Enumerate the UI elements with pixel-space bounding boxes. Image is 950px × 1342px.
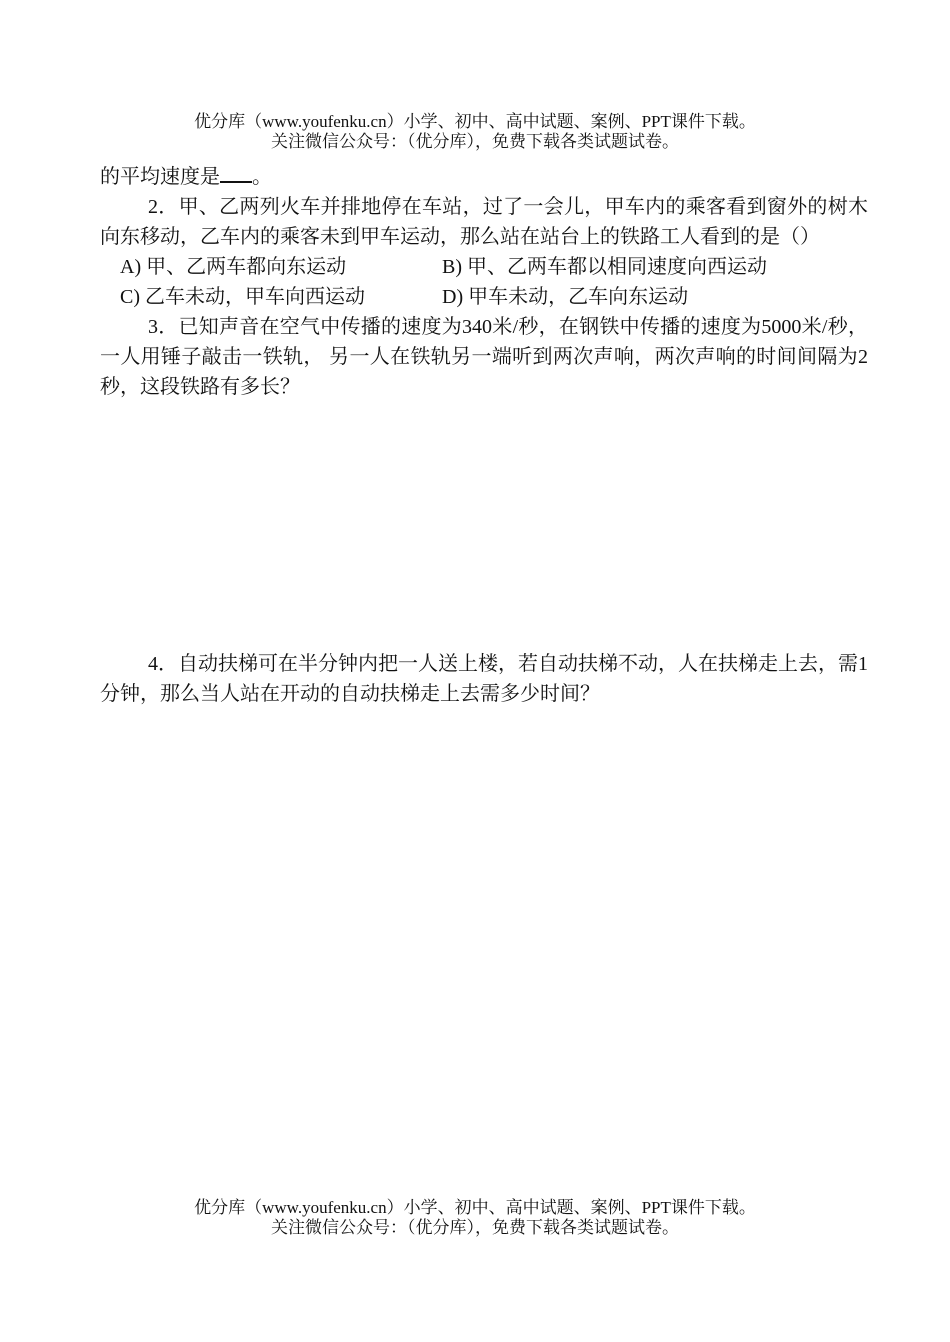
footer-line-1: 优分库（www.youfenku.cn）小学、初中、高中试题、案例、PPT课件下载。 bbox=[194, 1198, 756, 1217]
question-1-tail-end: 。 bbox=[252, 166, 272, 188]
option-row-2 bbox=[120, 282, 868, 312]
answer-blank bbox=[220, 161, 252, 183]
worksheet-content bbox=[100, 161, 868, 709]
question-1-tail-text: 的平均速度是 bbox=[100, 166, 220, 188]
option-b: B) 甲、乙两车都以相同速度向西运动 bbox=[442, 256, 767, 278]
footer-line-2: 关注微信公众号：（优分库），免费下载各类试题试卷。 bbox=[271, 1218, 679, 1237]
page-header bbox=[0, 112, 950, 152]
option-a: A) 甲、乙两车都向东运动 bbox=[120, 256, 347, 278]
question-1-tail bbox=[100, 161, 868, 192]
question-2-options bbox=[100, 252, 868, 312]
question-4-stem: 4．自动扶梯可在半分钟内把一人送上楼，若自动扶梯不动，人在扶梯走上去，需1分钟，那么当人站在开动的自动扶梯走上去需多少时间？ bbox=[100, 653, 868, 705]
question-2-stem: 2．甲、乙两列火车并排地停在车站，过了一会儿，甲车内的乘客看到窗外的树木向东移动，乙车内的乘客未到甲车运动，那么站在站台上的铁路工人看到的是（） bbox=[100, 196, 868, 248]
option-c: C) 乙车未动，甲车向西运动 bbox=[120, 286, 365, 308]
page-footer bbox=[0, 1198, 950, 1238]
answer-space bbox=[100, 402, 868, 649]
option-d: D) 甲车未动，乙车向东运动 bbox=[442, 286, 689, 308]
header-line-1: 优分库（www.youfenku.cn）小学、初中、高中试题、案例、PPT课件下载。 bbox=[194, 112, 756, 131]
option-row-1 bbox=[120, 252, 868, 282]
header-line-2: 关注微信公众号：（优分库），免费下载各类试题试卷。 bbox=[271, 132, 679, 151]
question-3-stem: 3．已知声音在空气中传播的速度为340米/秒，在钢铁中传播的速度为5000米/秒，一人用锤子敲击一铁轨， 另一人在铁轨另一端听到两次声响，两次声响的时间间隔为2秒，这段铁路有多长？ bbox=[100, 316, 868, 398]
